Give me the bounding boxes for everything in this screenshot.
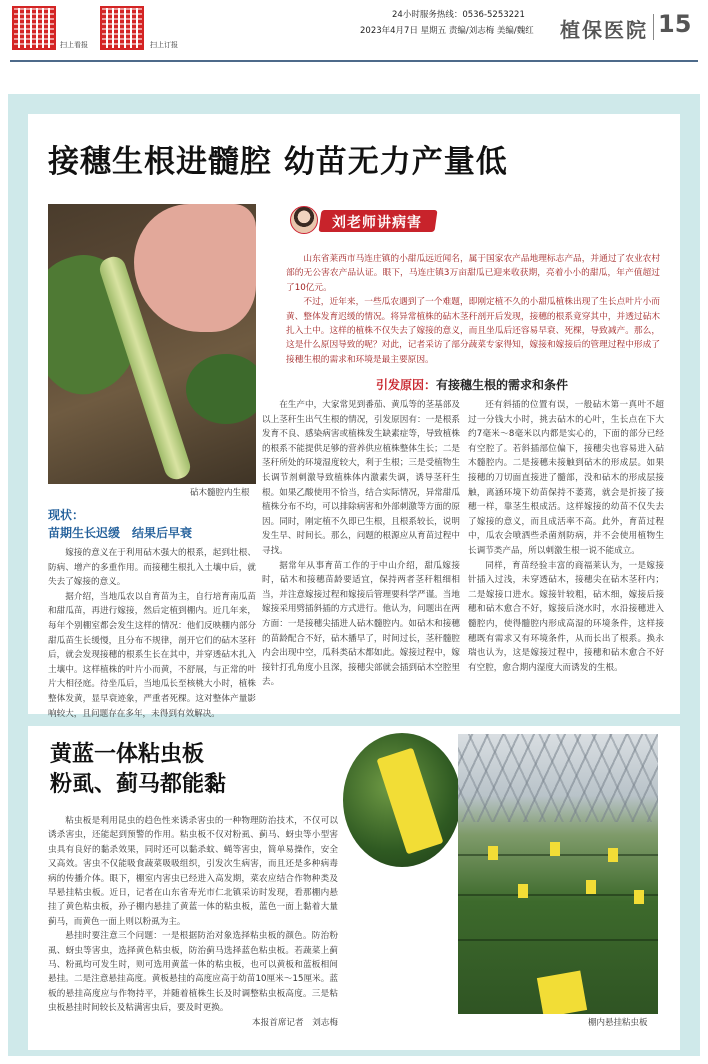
section-title: 植保医院 bbox=[560, 18, 648, 42]
paragraph: 还有斜插的位置有误，一般砧木第一真叶不超过一分钱大小时，挑去砧木的心叶，生长点在下大约7毫米～8毫米以内都是实心的，下面的部分已经有空腔了。若斜插部位偏下，接穗尖也容易进入砧木髓腔内。二是接穗未接触到砧木的形成层。如果接穗的刀切面直接进了髓部，没和砧木的形成层接触，离涵环境下幼苗保持不萎蔫，就会是折接了接穗一样，靠茎生根成活。这样嫁接的幼苗不仅失去了嫁接的意义，而且成活率不高。此外，育苗过程中，瓜农会喷洒些杀菌剂防病，并不会使用植物生长调节类产品，所以刺激生根一说不能成立。 bbox=[468, 400, 664, 556]
rootstock-photo bbox=[48, 204, 256, 484]
status-subheading bbox=[48, 506, 192, 542]
paragraph: 山东省莱西市马连庄镇的小甜瓜远近闻名，属于国家农产品地理标志产品，并通过了农业农村部的无公害农产品认证。眼下，马连庄镇3万亩甜瓜已迎来收获期，亮着小小的甜瓜，年产值超过了10亿元。 bbox=[286, 254, 660, 293]
qr-label-subscribe: 扫上订报 bbox=[150, 41, 178, 49]
article1-column-3 bbox=[468, 398, 664, 675]
greenhouse-photo bbox=[458, 734, 658, 1014]
header-divider bbox=[653, 14, 654, 40]
cause-subheading bbox=[376, 376, 568, 393]
page-number: 15 bbox=[658, 10, 692, 38]
sticky-card-closeup-photo bbox=[340, 730, 464, 870]
author-byline: 本报首席记者 刘志梅 bbox=[252, 1017, 338, 1028]
qr-label-read: 扫上看报 bbox=[60, 41, 88, 49]
paragraph: 嫁接的意义在于利用砧木强大的根系，起到壮根、防病、增产的多重作用。而接穗生根扎入土壤中后，就失去了嫁接的意义。 bbox=[48, 548, 256, 588]
photo-caption: 棚内悬挂粘虫板 bbox=[588, 1018, 648, 1028]
paragraph: 悬挂时要注意三个问题：一是根据防治对象选择粘虫板的颜色。防治粉虱、蚜虫等害虫，选择黄色粘虫板，防治蓟马选择蓝色粘虫板。若蔬菜上蓟马、粉虱均可发生时，则可选用黄蓝一体的粘虫板，也可以黄板和蓝板相间悬挂。二是注意悬挂高度。黄板悬挂的高度应高于幼苗10厘米～15厘米。蓝板的悬挂高度应与作物持平，并随着植株生长及时调整粘虫板高度。三是粘虫板悬挂时间较长及粘满害虫后，要及时更换。 bbox=[48, 931, 338, 1014]
photo-caption: 砧木髓腔内生根 bbox=[190, 488, 250, 498]
headline-line: 黄蓝一体粘虫板 bbox=[50, 742, 205, 767]
article2-body bbox=[48, 814, 338, 1030]
paragraph: 不过，近年来，一些瓜农遇到了一个难题，即刚定植不久的小甜瓜植株出现了生长点叶片小而黄、整体发育迟缓的情况。将异常植株的砧木茎秆剖开后发现，接穗的根系竟穿其中，并透过砧木扎入土中。这样的植株不仅失去了嫁接的意义，而且坐瓜后还容易早衰、死棵，导致减产。那么，这是什么原因导致的呢？对此，记者采访了部分蔬菜专家得知，嫁接和嫁接后的管理过程中形成了接穗生根的需求和环境是最主要原因。 bbox=[286, 297, 660, 365]
article2-headline bbox=[50, 740, 226, 800]
article1-intro bbox=[286, 252, 660, 367]
article1-headline: 接穗生根进髓腔 幼苗无力产量低 bbox=[48, 144, 508, 180]
header-rule bbox=[10, 60, 698, 62]
page-header bbox=[0, 0, 708, 68]
dateline: 2023年4月7日 星期五 责编/刘志梅 美编/魏红 bbox=[360, 26, 534, 36]
paragraph: 据常年从事育苗工作的于中山介绍，甜瓜嫁接时，砧木和接穗苗龄要适宜，保持两者茎秆粗细相当，并注意嫁接过程和嫁接后管理要科学严谨。当地嫁接采用劈插斜插的方式进行。他认为，问题出在两方面：一是接穗尖插进人砧木髓腔内。如砧木和接穗的苗龄配合不好，砧木播早了，时间过长，茎秆髓腔内会出现中空，瓜科类砧木都如此。嫁接过程中，嫁接针打孔角度小且深，接穗尖部就会插到砧木空腔里去。 bbox=[262, 560, 460, 688]
status-label: 现状： bbox=[48, 508, 85, 522]
qr-code-icon[interactable] bbox=[100, 6, 144, 50]
status-text: 苗期生长迟缓 结果后早衰 bbox=[48, 526, 193, 540]
paragraph: 据介绍，当地瓜农以自育苗为主，自行培育南瓜苗和甜瓜苗，再进行嫁接，然后定植到棚内。近几年来，每年个别棚室都会发生这样的情况：他们反映棚内部分甜瓜苗生长缓慢，且分布不规律，剖开它们的砧木茎秆后，就会发现接穗的根系生长在其中，并穿透砧木扎入土壤中。这样植株的叶片小而黄，不舒展，与正常的叶片大相径庭。待坐瓜后，当地瓜长至核桃大小时，植株整体发黄，显早衰迹象，严重者死棵。这对整体产量影响较大，且问题存在多年，未得到有效解决。 bbox=[48, 591, 256, 719]
teacher-avatar bbox=[290, 206, 318, 234]
hotline: 24小时服务热线：0536-5253221 bbox=[392, 10, 525, 20]
article1-column-2 bbox=[262, 398, 460, 690]
headline-line: 粉虱、蓟马都能黏 bbox=[50, 772, 227, 797]
column-tag-label: 刘老师讲病害 bbox=[332, 215, 422, 231]
cause-title: 有接穗生根的需求和条件 bbox=[436, 378, 569, 392]
article1-left-column bbox=[48, 546, 256, 721]
paragraph: 同样，育苗经验丰富的商福莱认为，一是嫁接针插入过浅，未穿透砧木，接穗尖在砧木茎秆内；二是嫁接口进水。嫁接针较粗，砧木细，嫁接后接穗和砧木愈合不好，嫁接后浇水时，水沿接穗进入髓腔内，使得髓腔内形成高湿的环境条件，这样接穗既有需求又有环境条件，从而长出了根系。换永瑞也认为，这是嫁接过程中，接穗和砧木愈合不好有空腔，愈合期内湿度大而诱发的生根。 bbox=[468, 560, 664, 673]
paragraph: 在生产中，大家常见到番茄、黄瓜等的茎基部及以上茎秆生出气生根的情况，引发原因有：一是根系发育不良、感染病害或植株发生缺素症等，导致植株的根系不能提供足够的营养供应植株整体生长；二是茎秆所处的环境湿度较大，利于生根；三是受植物生长调节剂刺激导致植株体内激素失调，诱导茎秆生根。如果乙酸使用不恰当，结合实际情况，异常甜瓜植株分布不均，可以排除病害和外部刺激等方面的原因。同时，刚定植不久即已生根，且根系较长，说明发生早、时间长。那么，问题的根源应从育苗过程中寻找。 bbox=[262, 400, 460, 556]
paragraph: 粘虫板是利用昆虫的趋色性来诱杀害虫的一种物理防治技术，不仅可以诱杀害虫，还能起到预警的作用。粘虫板不仅对粉虱、蓟马、蚜虫等小型害虫具有良好的黏杀效果，同时还可以黏杀蚊、蝇等害虫，简单易操作，安全又高效。害虫不仅能吸食蔬菜吸吸组织，引发次生病害，而且还是多种病毒病的传播介体。眼下，棚室内害虫已经进入高发期，菜农应结合作物种类及早悬挂粘虫板。近日，记者在山东省寿光市仁北镇采访时发现，看那棚内悬挂了黄色粘虫板，孙子棚内悬挂了黄蓝一体的粘虫板，蓝色一面上黏着大量蓟马，而黄色一面上则以粉虱为主。 bbox=[48, 816, 338, 927]
qr-code-icon[interactable] bbox=[12, 6, 56, 50]
cause-lead: 引发原因： bbox=[376, 378, 437, 392]
